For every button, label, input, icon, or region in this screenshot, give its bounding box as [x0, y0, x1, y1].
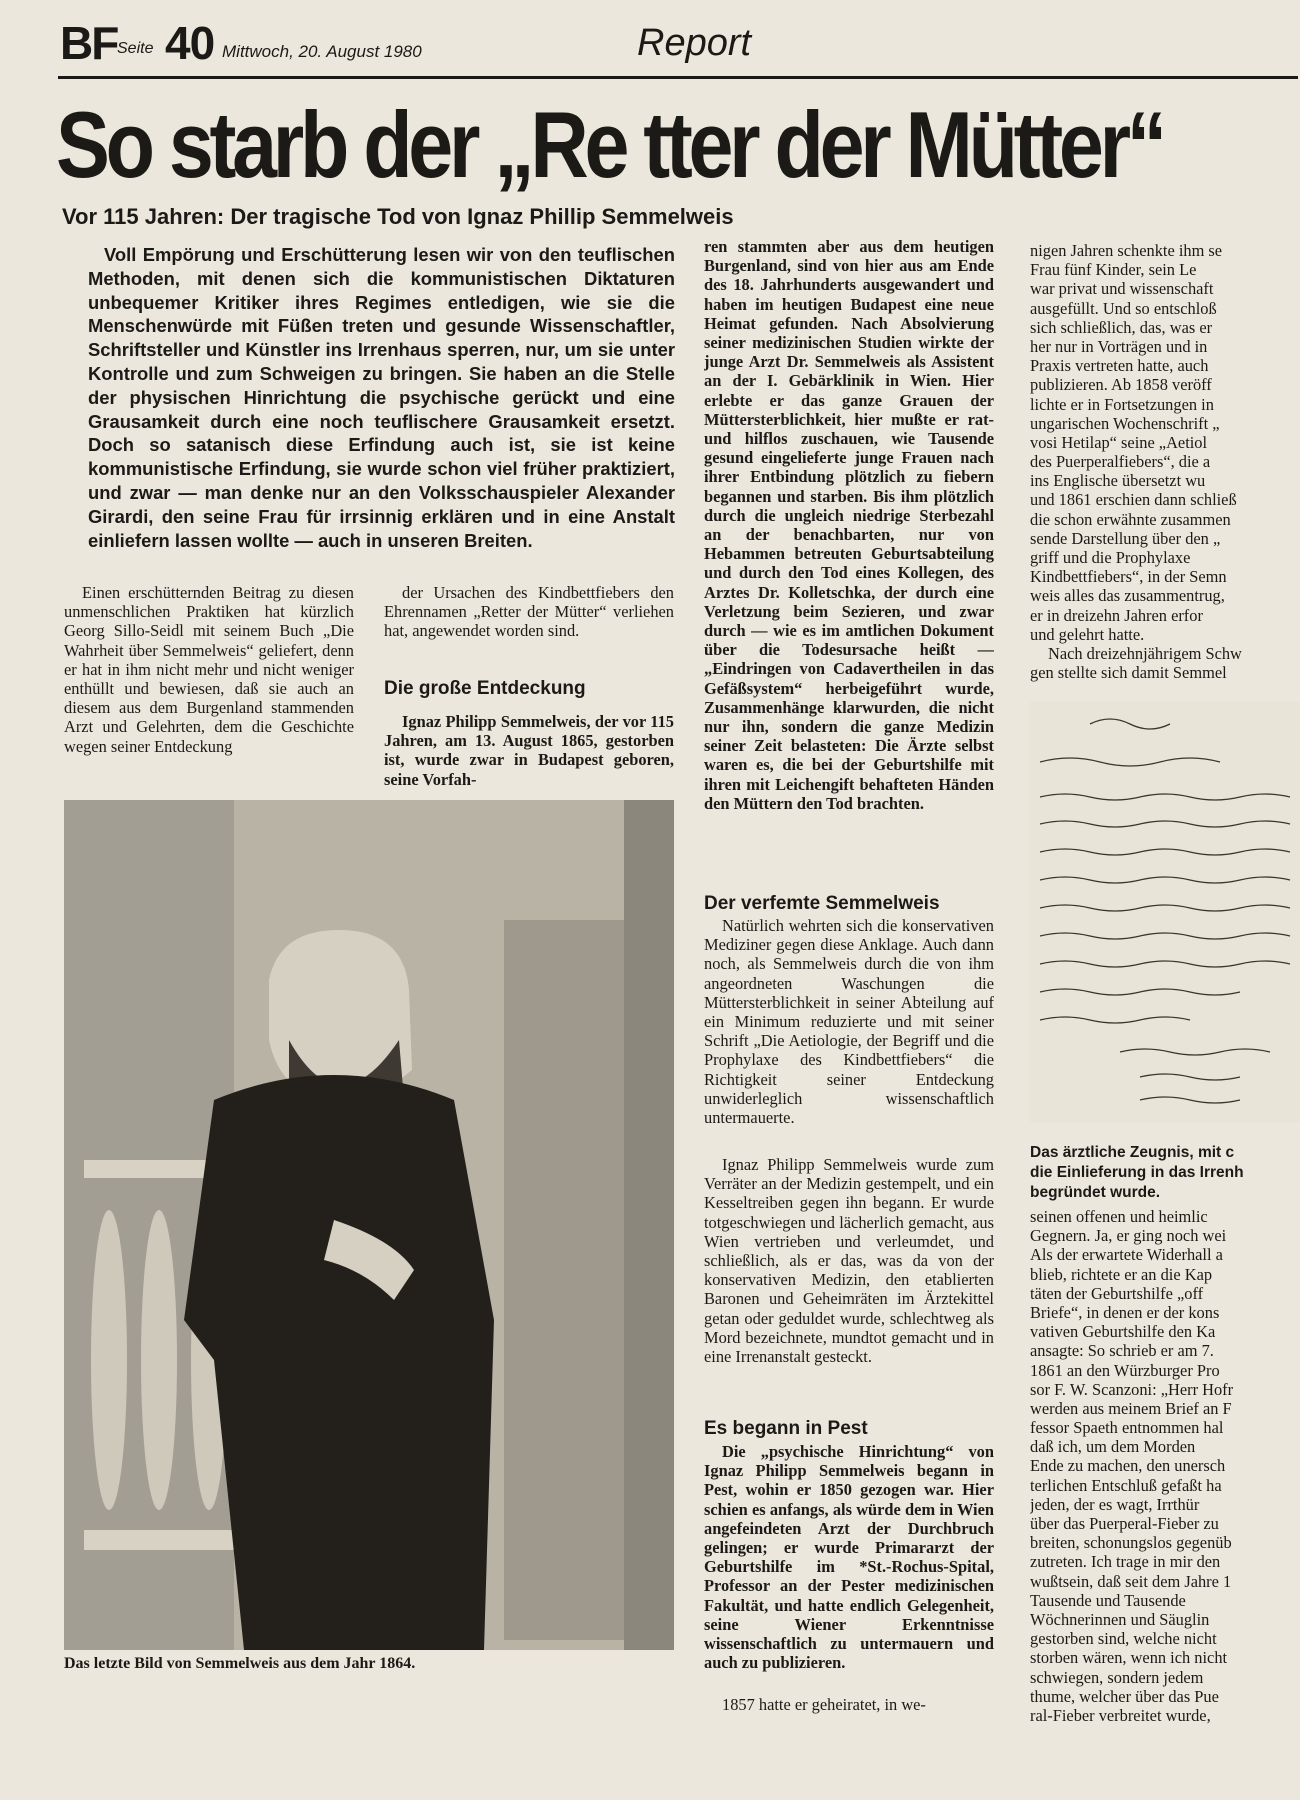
medical-certificate-image — [1030, 702, 1300, 1122]
col4-line: ral-Fieber verbreitet wurde, — [1030, 1705, 1211, 1725]
col4-line: Ende zu machen, den unersch — [1030, 1456, 1226, 1476]
col4-line: ins Englische übersetzt wu — [1030, 471, 1206, 491]
page-number: 40 — [165, 17, 215, 69]
col4-line: täten der Geburtshilfe „off — [1030, 1283, 1204, 1303]
column-3-text: ren stammten aber aus dem heutigen Burgenland, sind von hier aus am Ende des 18. Jahrhunderts ausgewandert und haben im heutigen Budapest eine neue Heimat gefunden. Nach Absolvierung seiner medizinischen Studien wirkte der junge Arzt Dr. Semmelweis als Assistent an der I. Gebärklinik in Wien. Hier erlebte er das ganze Grauen der Müttersterblichkeit, hier mußte er rat- und hilflos zuschauen, wie Tausende gesund eingelieferte junge Frauen nach ihrer Entbindung plötzlich zu fiebern begannen und starben. Bis ihm plötzlich durch die ungleich niedrige Sterbezahl an der benachbarten, nur von Hebammen betreuten Geburtsabteilung und durch den Tod eines Kollegen, des Arztes Dr. Kolletschka, der durch eine Verletzung beim Sezieren, und zwar durch — wie es im amtlichen Dokument über die Todesursache heißt — „Eindringen von Cadavertheilen in das Gefäßsystem“ herbeigeführt wurde, Zusammenhänge klarwurden, die nicht nur ihn, sondern die ganze Medizin seiner Zeit belasteten: Die Ärzte selbst waren es, die bei der Geburtshilfe mit ihren mit Leichengift behafteten Händen den Müttern den Tod brachten. — [704, 237, 994, 813]
col4-line: Nach dreizehnjährigem Schw — [1048, 643, 1242, 663]
col4-line: Frau fünf Kinder, sein Le — [1030, 260, 1197, 280]
lead-paragraph: Voll Empörung und Erschütterung lesen wir von den teuflischen Methoden, mit denen sich die kommunistischen Diktaturen unbequemer Kritiker ihres Regimes entledigen, wie sie die Menschenwürde mit Füßen treten und gesunde Wissenschaftler, Schriftsteller und Künstler ins Irrenhaus sperren, nur, um sie unter Kontrolle und zum Schweigen zu bringen. Sie haben an die Stelle der physischen Hinrichtung die psychische gerückt und eine Grausamkeit durch eine noch teuflischere Grausamkeit ersetzt. Doch so satanisch diese Erfindung auch ist, sie ist keine kommunistische Erfindung, sie wurde schon viel früher praktiziert, und zwar — man denke nur an den Volksschauspieler Alexander Girardi, den seine Frau für irrsinnig erklären und in eine Anstalt einliefern lassen wollte — auch in unseren Breiten. — [88, 244, 675, 551]
col4-line: Gegnern. Ja, er ging noch wei — [1030, 1226, 1227, 1246]
col4-line: die schon erwähnte zusammen — [1030, 509, 1231, 529]
heading-pest: Es begann in Pest — [704, 1418, 868, 1439]
col4-line: Briefe“, in denen er der kons — [1030, 1302, 1220, 1322]
subheadline: Vor 115 Jahren: Der tragische Tod von Ignaz Phillip Semmelweis — [62, 204, 734, 229]
col4-line: und gelehrt hatte. — [1030, 624, 1145, 644]
issue-date: Mittwoch, 20. August 1980 — [222, 42, 422, 61]
masthead-rule — [58, 76, 1298, 79]
col4-line: 1861 an den Würzburger Pro — [1030, 1360, 1220, 1380]
col4-line: storben wären, wenn ich nicht — [1030, 1648, 1228, 1668]
col4-line: Tausende und Tausende — [1030, 1590, 1186, 1610]
col4-line: terlichen Entschluß gefaßt ha — [1030, 1475, 1222, 1495]
col4-line: publizieren. Ab 1858 veröff — [1030, 375, 1212, 395]
col4-line: ansagte: So schrieb er am 7. — [1030, 1341, 1214, 1361]
col4-line: des Puerperalfiebers“, die a — [1030, 452, 1211, 472]
col4-line: Kindbettfiebers“, in der Semn — [1030, 567, 1227, 587]
column-2-entdeckung: Ignaz Philipp Semmelweis, der vor 115 Jahren, am 13. August 1865, gestorben ist, wurde zwar in Budapest geboren, seine Vorfah- — [384, 712, 674, 789]
col4-line: Praxis vertreten hatte, auch — [1030, 356, 1209, 376]
col4-line: sor F. W. Scanzoni: „Herr Hofr — [1030, 1379, 1234, 1399]
col4-line: war privat und wissenschaft — [1030, 279, 1214, 299]
col4-line: er in dreizehn Jahren erfor — [1030, 605, 1203, 625]
col4-line: daß ich, um dem Morden — [1030, 1437, 1196, 1457]
portrait-photo — [64, 800, 674, 1650]
doc-caption-line: begründet wurde. — [1030, 1184, 1161, 1201]
col4-line: gen stellte sich damit Semmel — [1030, 663, 1227, 683]
col4-line: fessor Spaeth entnommen hal — [1030, 1418, 1224, 1438]
col4-line: Wöchnerinnen und Säuglin — [1030, 1609, 1210, 1629]
column-3-verraeter: Ignaz Philipp Semmelweis wurde zum Verräter an der Medizin gestempelt, und ein Kesseltreiben gegen ihn begann. Er wurde totgeschwiegen und lächerlich gemacht, aus Wien vertrieben und verleumdet, und schließlich, als er das, was da von der konservativen Medizin, den etablierten Baronen und Geheimräten im Ärztekittel getan oder geduldet wurde, schlechtweg als Mord bezeichnete, mundtot gemacht und in eine Irrenanstalt gesteckt. — [704, 1155, 994, 1367]
col4-line: Als der erwartete Widerhall a — [1030, 1245, 1223, 1265]
doc-caption-line: die Einlieferung in das Irrenh — [1030, 1164, 1244, 1181]
col4-line: und 1861 erschien dann schließ — [1030, 490, 1237, 510]
column-3-verfemte: Natürlich wehrten sich die konservativen Mediziner gegen diese Anklage. Auch dann noch, als Semmelweis durch die von ihm angeordneten Waschungen die Müttersterblichkeit in seiner Abteilung auf ein Minimum reduzierte und mit seiner Schrift „Die Aetiologie, der Begriff und die Prophylaxe des Kindbettfiebers“ die Richtigkeit seiner Entdeckung unwiderleglich wissenschaftlich untermauerte. — [704, 916, 994, 1128]
col4-line: jeden, der es wagt, Irrthür — [1030, 1494, 1200, 1514]
column-4-top — [1030, 241, 1300, 682]
col4-line: blieb, richtete er an die Kap — [1030, 1264, 1213, 1284]
col4-line: griff und die Prophylaxe — [1030, 548, 1191, 567]
col4-line: ausgefüllt. Und so entschloß — [1030, 298, 1217, 318]
col4-line: sende Darstellung über den „ — [1030, 528, 1221, 548]
col4-line: gestorben sind, welche nicht — [1030, 1629, 1217, 1649]
column-1-text: Einen erschütternden Beitrag zu diesen unmenschlichen Praktiken hat kürzlich Georg Sillo-Seidl mit seinem Buch „Die Wahrheit über Semmelweis“ geliefert, denn er hat in ihm nicht mehr und nicht weniger enthüllt und bewiesen, daß sie auch an diesem aus dem Burgenland stammenden Arzt und Gelehrten, dem die Geschichte wegen seiner Entdeckung — [64, 583, 354, 756]
headline: So starb der „Re tter der Mütter“ — [56, 95, 1163, 195]
logo: BF — [60, 17, 118, 69]
column-3-pest: Die „psychische Hinrichtung“ von Ignaz Philipp Semmelweis begann in Pest, wohin er 1850 gezogen war. Hier schien es anfangs, als würde dem in Wien angefeindeten Arzt der Durchbruch gelingen; er wurde Primararzt der Geburtshilfe im *St.-Rochus-Spital, Professor an der Pester medizinischen Fakultät, und hatte endlich Gelegenheit, seine Wiener Erkenntnisse wissenschaftlich zu untermauern und auch zu publizieren. — [704, 1442, 994, 1673]
document-caption — [1030, 1143, 1298, 1203]
heading-entdeckung: Die große Entdeckung — [384, 678, 586, 699]
section-title: Report — [637, 22, 752, 64]
col4-line: über das Puerperal-Fieber zu — [1030, 1514, 1219, 1533]
col4-line: weis alles das zusammentrug, — [1030, 586, 1225, 606]
col4-line: her nur in Vorträgen und in — [1030, 336, 1208, 356]
col4-line: wußtsein, daß seit dem Jahre 1 — [1030, 1571, 1232, 1591]
photo-caption: Das letzte Bild von Semmelweis aus dem Jahr 1864. — [64, 1655, 416, 1672]
col4-line: nigen Jahren schenkte ihm se — [1030, 241, 1223, 260]
column-2-intro: der Ursachen des Kindbettfiebers den Ehrennamen „Retter der Mütter“ verliehen hat, angewendet worden sind. — [384, 583, 674, 641]
col4-line: vosi Hetilap“ seine „Aetiol — [1030, 432, 1208, 452]
page-word: Seite — [117, 40, 154, 57]
headline-clip — [56, 95, 1300, 200]
col4-line: werden aus meinem Brief an F — [1030, 1398, 1232, 1418]
col4-line: zutreten. Ich trage in mir den — [1030, 1552, 1221, 1572]
column-4-bottom — [1030, 1207, 1300, 1725]
portrait-illustration — [64, 800, 674, 1650]
handwritten-document-illustration — [1030, 702, 1300, 1122]
column-3-last-line: 1857 hatte er geheiratet, in we- — [722, 1695, 926, 1714]
col4-line: vativen Geburtshilfe den Ka — [1030, 1322, 1216, 1342]
col4-line: sich schließlich, das, was er — [1030, 317, 1213, 337]
col4-line: lichte er in Fortsetzungen in — [1030, 394, 1214, 414]
col4-line: seinen offenen und heimlic — [1030, 1207, 1208, 1226]
doc-caption-line: Das ärztliche Zeugnis, mit c — [1030, 1144, 1235, 1161]
col4-line: thume, welcher über das Pue — [1030, 1686, 1219, 1706]
col4-line: breiten, schonungslos gegenüb — [1030, 1533, 1232, 1553]
col4-line: ungarischen Wochenschrift „ — [1030, 413, 1220, 433]
col4-line: schwiegen, sondern jedem — [1030, 1667, 1204, 1687]
heading-verfemte: Der verfemte Semmelweis — [704, 893, 940, 914]
